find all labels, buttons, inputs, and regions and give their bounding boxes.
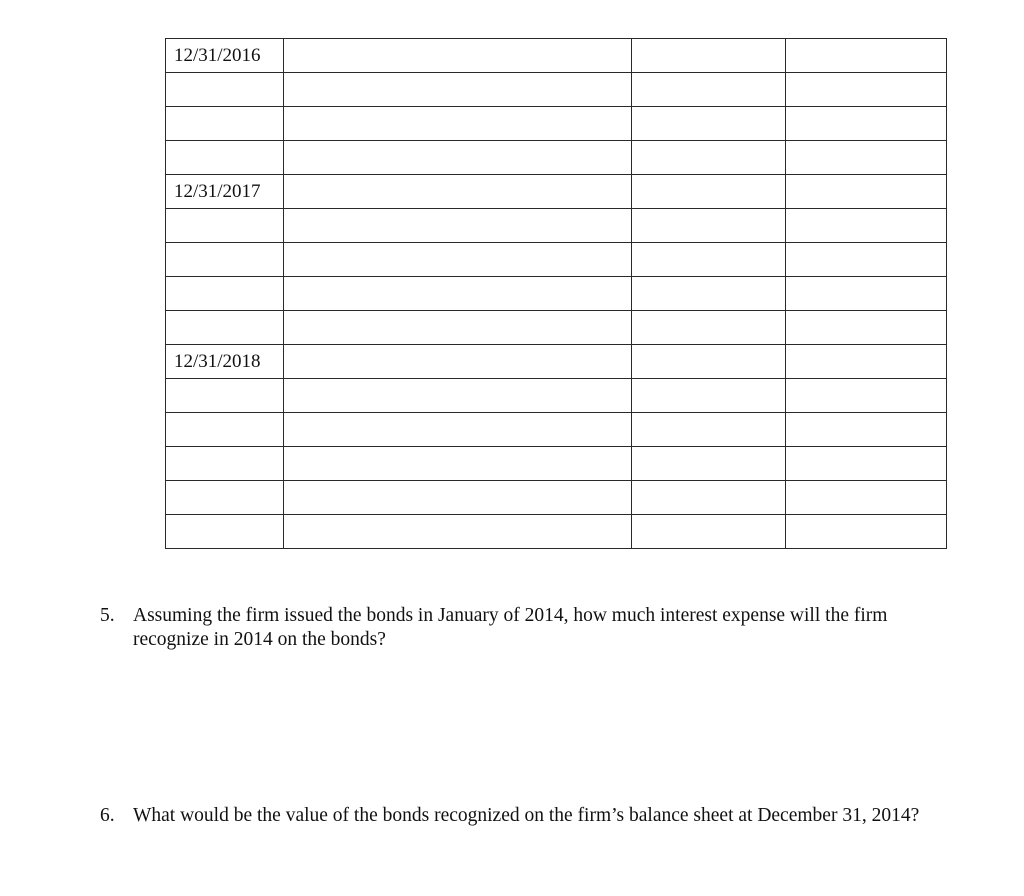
- date-cell: [166, 311, 284, 345]
- table-row: [166, 481, 947, 515]
- entry-cell: [284, 243, 632, 277]
- entry-cell: [786, 141, 947, 175]
- entry-cell: [284, 413, 632, 447]
- table-row: [166, 39, 947, 73]
- entry-cell: [284, 141, 632, 175]
- entry-cell: [284, 515, 632, 549]
- table-row: [166, 345, 947, 379]
- date-cell: [166, 515, 284, 549]
- entry-cell: [786, 277, 947, 311]
- question-6: [100, 804, 920, 828]
- date-cell: [166, 481, 284, 515]
- table-row: [166, 243, 947, 277]
- entry-cell: [786, 243, 947, 277]
- entry-cell: [284, 345, 632, 379]
- date-cell: [166, 447, 284, 481]
- entry-cell: [632, 447, 786, 481]
- entry-cell: [786, 379, 947, 413]
- date-cell: [166, 73, 284, 107]
- date-cell: 12/31/2016: [166, 39, 284, 73]
- entry-cell: [284, 175, 632, 209]
- entry-cell: [632, 481, 786, 515]
- entry-cell: [284, 107, 632, 141]
- question-5: [100, 604, 920, 652]
- entry-cell: [284, 311, 632, 345]
- date-cell: [166, 141, 284, 175]
- entry-cell: [632, 345, 786, 379]
- entry-cell: [786, 73, 947, 107]
- entry-cell: [632, 107, 786, 141]
- entry-cell: [786, 481, 947, 515]
- entry-cell: [284, 39, 632, 73]
- entry-cell: [632, 413, 786, 447]
- entry-cell: [786, 413, 947, 447]
- entry-cell: [632, 515, 786, 549]
- table-row: [166, 413, 947, 447]
- entry-cell: [632, 277, 786, 311]
- entry-cell: [786, 107, 947, 141]
- journal-entry-table: [165, 38, 947, 549]
- date-cell: 12/31/2018: [166, 345, 284, 379]
- entry-cell: [632, 73, 786, 107]
- table-row: [166, 175, 947, 209]
- entry-cell: [632, 311, 786, 345]
- entry-cell: [786, 209, 947, 243]
- entry-cell: [632, 175, 786, 209]
- table-row: [166, 311, 947, 345]
- date-cell: [166, 107, 284, 141]
- table-row: [166, 277, 947, 311]
- date-cell: [166, 209, 284, 243]
- table-row: [166, 73, 947, 107]
- entry-cell: [632, 209, 786, 243]
- entry-cell: [284, 447, 632, 481]
- entry-cell: [284, 209, 632, 243]
- table-row: [166, 141, 947, 175]
- entry-cell: [632, 39, 786, 73]
- date-cell: [166, 413, 284, 447]
- question-text: Assuming the firm issued the bonds in January of 2014, how much interest expense will the firm recognize in 2014 on the bonds?: [133, 605, 888, 650]
- table-row: [166, 515, 947, 549]
- entry-cell: [284, 481, 632, 515]
- table-row: [166, 447, 947, 481]
- entry-cell: [632, 243, 786, 277]
- table-row: [166, 107, 947, 141]
- question-text: What would be the value of the bonds recognized on the firm’s balance sheet at December 31, 2014?: [133, 805, 920, 826]
- table-row: [166, 379, 947, 413]
- entry-cell: [786, 311, 947, 345]
- date-cell: [166, 277, 284, 311]
- date-cell: [166, 243, 284, 277]
- entry-cell: [786, 39, 947, 73]
- entry-cell: [786, 175, 947, 209]
- entry-cell: [786, 447, 947, 481]
- date-cell: [166, 379, 284, 413]
- entry-cell: [786, 515, 947, 549]
- entry-cell: [632, 141, 786, 175]
- question-number: 6.: [100, 805, 115, 826]
- journal-entry-table-body: [166, 39, 947, 549]
- entry-cell: [786, 345, 947, 379]
- table-row: [166, 209, 947, 243]
- entry-cell: [284, 73, 632, 107]
- date-cell: 12/31/2017: [166, 175, 284, 209]
- entry-cell: [632, 379, 786, 413]
- entry-cell: [284, 277, 632, 311]
- question-number: 5.: [100, 605, 115, 626]
- entry-cell: [284, 379, 632, 413]
